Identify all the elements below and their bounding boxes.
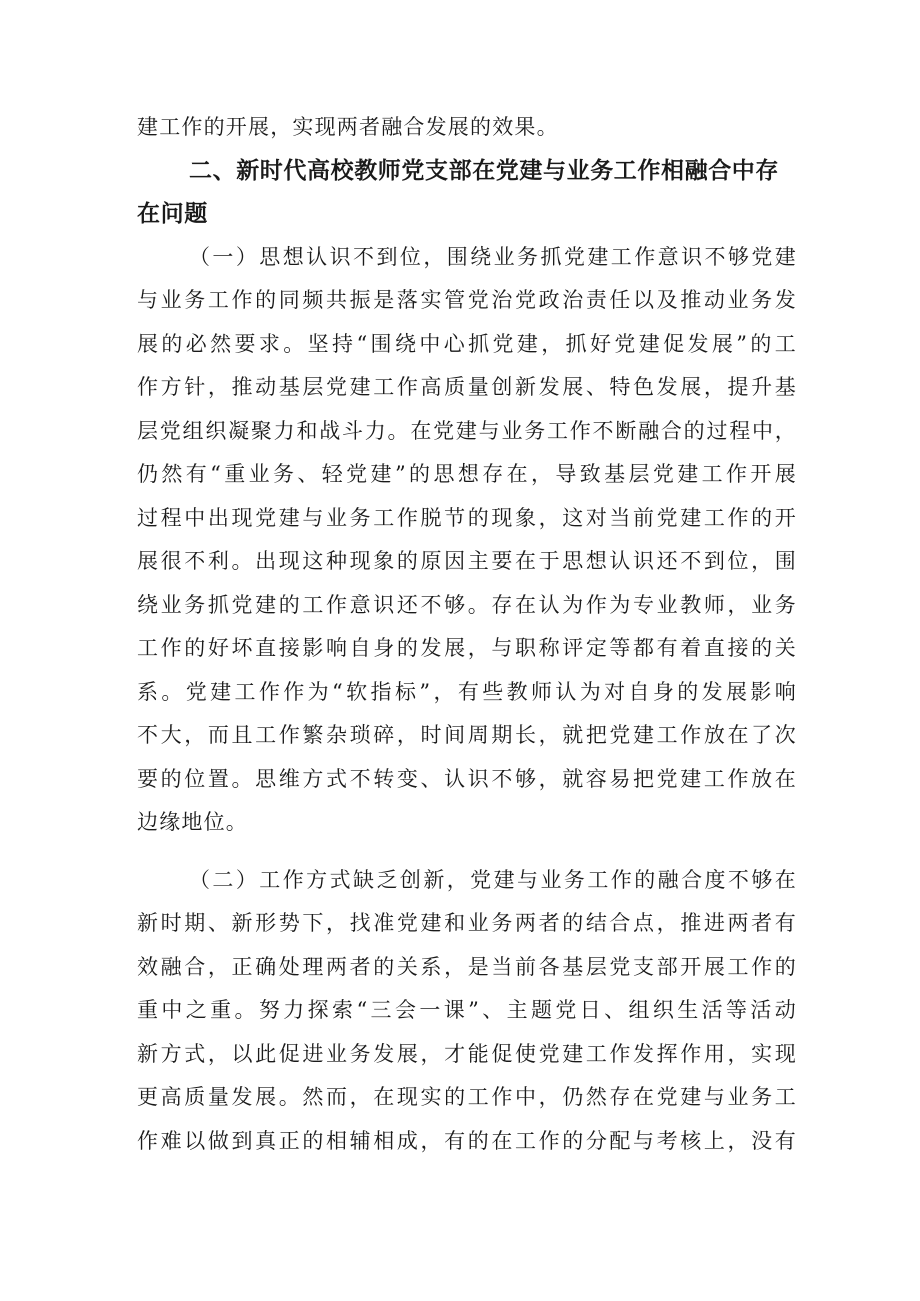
paragraph-1-line: 工作的好坏直接影响自身的发展，与职称评定等都有着直接的关 bbox=[137, 636, 797, 660]
paragraph-1-line: 层党组织凝聚力和战斗力。在党建与业务工作不断融合的过程中， bbox=[137, 418, 797, 443]
paragraph-2-line: 新时期、新形势下，找准党建和业务两者的结合点，推进两者有 bbox=[137, 911, 797, 935]
document-body bbox=[137, 106, 797, 1163]
paragraph-1-line: 不大，而且工作繁杂琐碎，时间周期长，就把党建工作放在了次 bbox=[137, 723, 797, 747]
paragraph-2 bbox=[137, 859, 797, 1164]
paragraph-1-line: 边缘地位。 bbox=[137, 810, 248, 834]
paragraph-1-line: 展的必然要求。坚持“围绕中心抓党建，抓好党建促发展”的工 bbox=[137, 331, 797, 356]
paragraph-1-line: 展很不利。出现这种现象的原因主要在于思想认识还不到位，围 bbox=[137, 549, 797, 573]
section-heading-line-2: 在问题 bbox=[137, 200, 208, 227]
paragraph-2-line: 效融合，正确处理两者的关系，是当前各基层党支部开展工作的 bbox=[137, 954, 797, 979]
paragraph-2-line: 作难以做到真正的相辅相成，有的在工作的分配与考核上，没有 bbox=[137, 1128, 797, 1153]
paragraph-gap bbox=[137, 845, 797, 859]
paragraph-1-line: 与业务工作的同频共振是落实管党治党政治责任以及推动业务发 bbox=[137, 288, 797, 312]
paragraph-1-line: 系。党建工作作为“软指标”，有些教师认为对自身的发展影响 bbox=[137, 679, 797, 704]
paragraph-2-line: 更高质量发展。然而，在现实的工作中，仍然存在党建与业务工 bbox=[137, 1085, 797, 1109]
paragraph-2-line: 重中之重。努力探索“三会一课”、主题党日、组织生活等活动 bbox=[137, 998, 797, 1022]
paragraph-1-line: 过程中出现党建与业务工作脱节的现象，这对当前党建工作的开 bbox=[137, 505, 797, 530]
paragraph-1-line: 作方针，推动基层党建工作高质量创新发展、特色发展，提升基 bbox=[137, 375, 797, 399]
paragraph-1-line: 要的位置。思维方式不转变、认识不够，就容易把党建工作放在 bbox=[137, 766, 797, 791]
paragraph-1-line: 仍然有“重业务、轻党建”的思想存在，导致基层党建工作开展 bbox=[137, 462, 797, 486]
paragraph-1-line: 绕业务抓党建的工作意识还不够。存在认为作为专业教师，业务 bbox=[137, 592, 797, 617]
paragraph-1 bbox=[137, 236, 797, 845]
paragraph-2-line: 新方式，以此促进业务发展，才能促使党建工作发挥作用，实现 bbox=[137, 1041, 797, 1066]
paragraph-continuation: 建工作的开展，实现两者融合发展的效果。 bbox=[137, 115, 559, 139]
paragraph-1-line: （一）思想认识不到位，围绕业务抓党建工作意识不够党建 bbox=[189, 244, 797, 269]
paragraph-2-line: （二）工作方式缺乏创新，党建与业务工作的融合度不够在 bbox=[189, 867, 797, 892]
section-heading-line-1: 二、新时代高校教师党支部在党建与业务工作相融合中存 bbox=[189, 157, 779, 184]
